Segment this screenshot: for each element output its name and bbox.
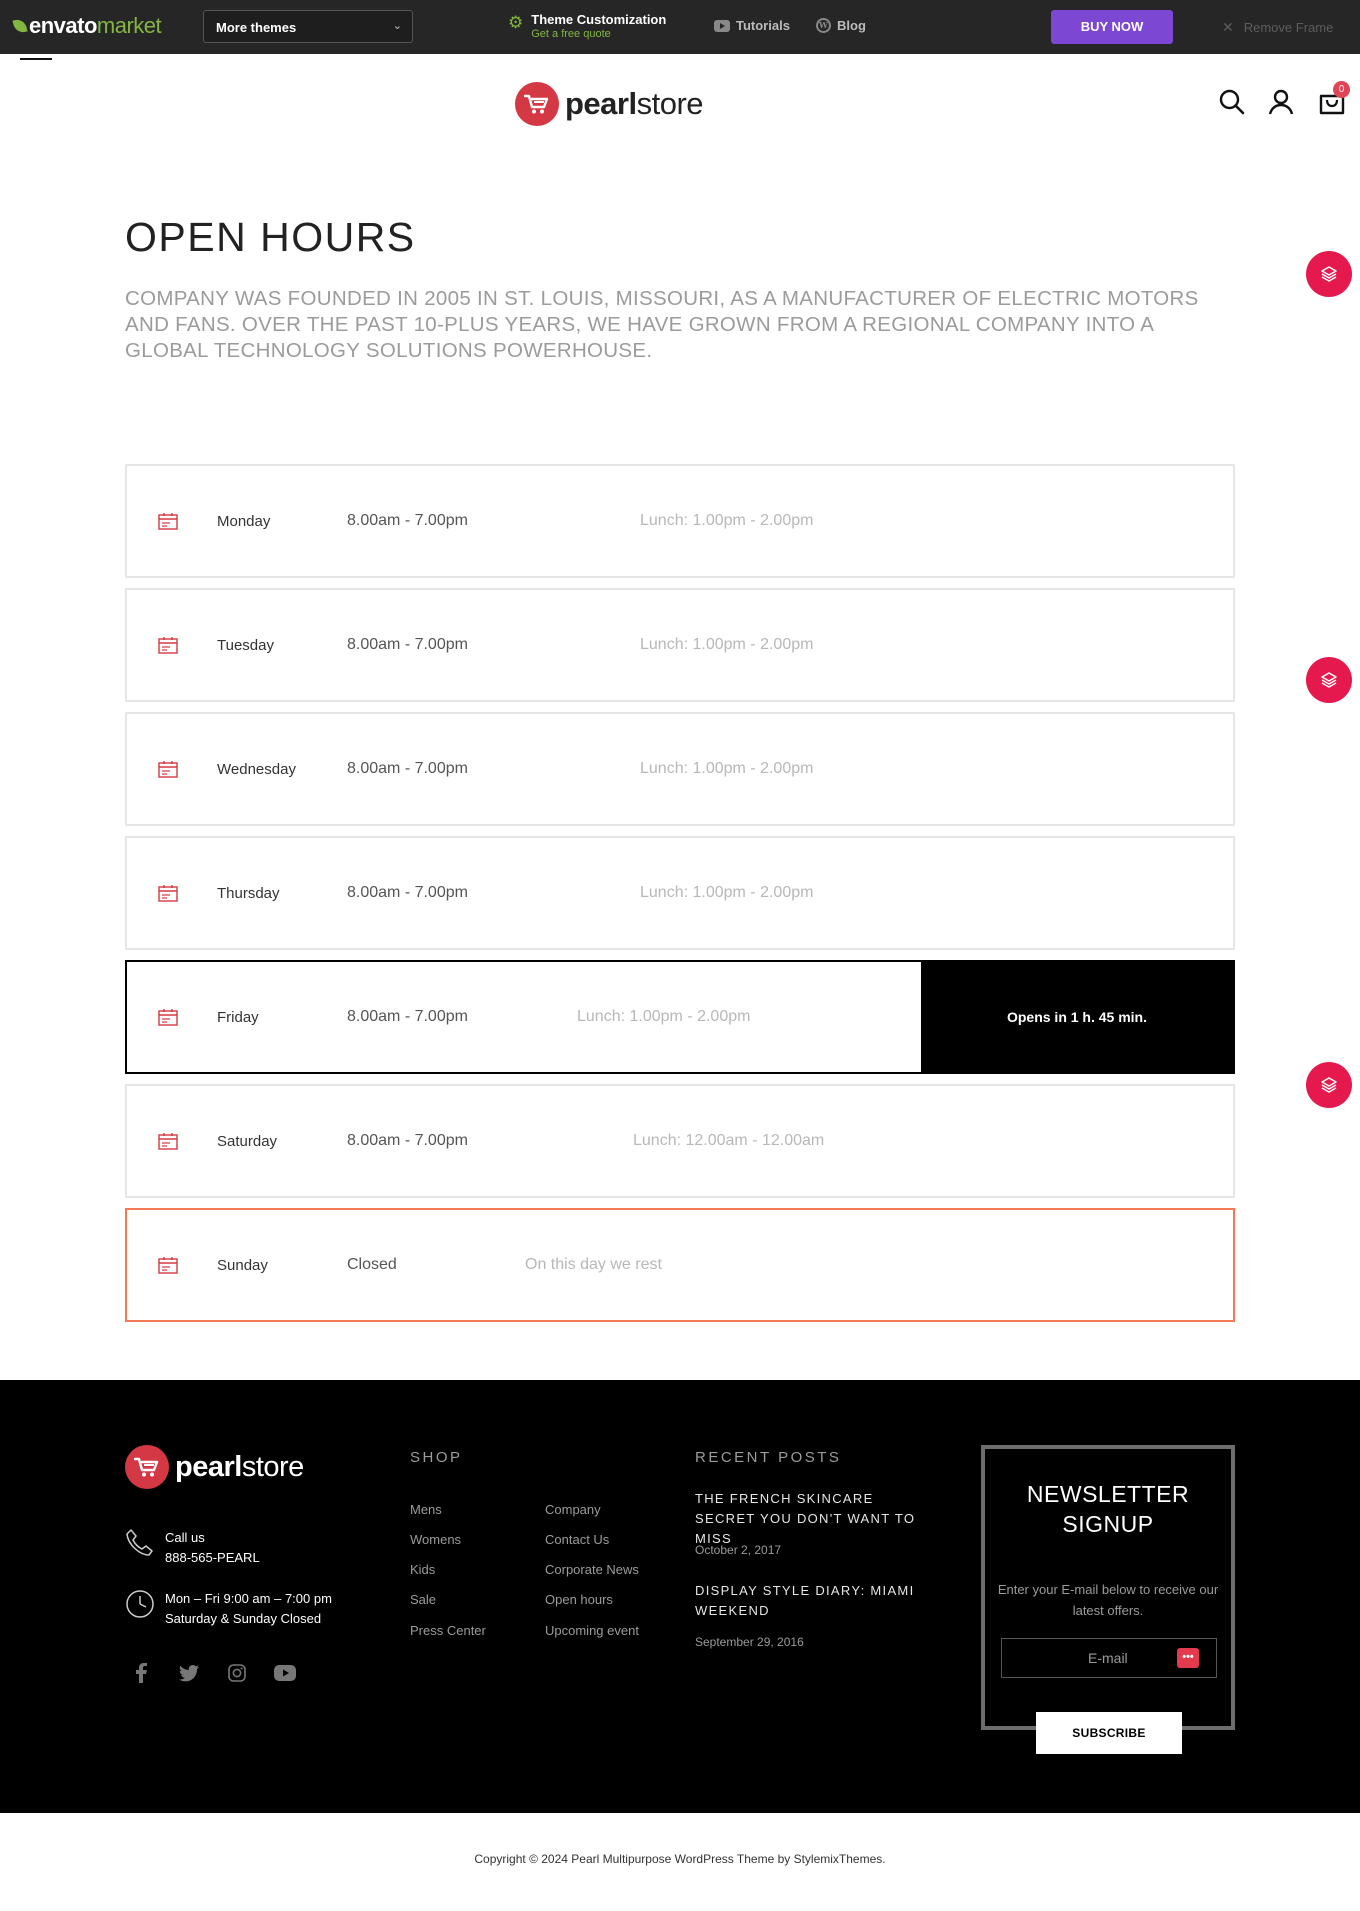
newsletter-signup [981, 1445, 1235, 1740]
menu-toggle-icon[interactable] [20, 58, 52, 60]
cart-logo-icon [515, 82, 559, 126]
customization-subtitle: Get a free quote [531, 28, 611, 40]
calendar-icon [158, 1008, 178, 1031]
hours-row-friday [125, 960, 1235, 1074]
hours-row-monday [125, 464, 1235, 578]
remove-frame-label: Remove Frame [1243, 20, 1334, 35]
subscribe-button[interactable]: SUBSCRIBE [1036, 1712, 1182, 1754]
search-icon[interactable] [1218, 88, 1246, 116]
recent-post-date: October 2, 2017 [695, 1543, 782, 1557]
envato-top-bar [0, 0, 1360, 54]
layers-float-button[interactable] [1306, 251, 1352, 297]
instagram-icon[interactable] [226, 1662, 248, 1684]
site-logo[interactable] [515, 82, 703, 126]
footer-link-open-hours[interactable]: Open hours [545, 1592, 613, 1607]
day-name: Sunday [217, 1257, 268, 1274]
calendar-icon [158, 1256, 178, 1279]
call-label: Call us [165, 1530, 205, 1545]
lunch-time: Lunch: 1.00pm - 2.00pm [640, 512, 814, 529]
recent-post-title[interactable]: THE FRENCH SKINCARE SECRET YOU DON'T WANT TO MISS [695, 1491, 916, 1546]
lunch-time: Lunch: 1.00pm - 2.00pm [640, 884, 814, 901]
envato-logo-text: envato [29, 13, 97, 38]
hours-row-tuesday [125, 588, 1235, 702]
newsletter-email-input[interactable] [1001, 1638, 1217, 1678]
hours-row-sunday [125, 1208, 1235, 1322]
remove-frame-link[interactable] [1222, 19, 1333, 36]
opening-status: Opens in 1 h. 45 min. [921, 962, 1233, 1072]
social-links [130, 1662, 296, 1684]
blog-link[interactable] [816, 18, 866, 33]
lunch-time: Lunch: 1.00pm - 2.00pm [640, 760, 814, 777]
hours-row-thursday [125, 836, 1235, 950]
site-footer [0, 1380, 1360, 1813]
copyright-text: Copyright © 2024 Pearl Multipurpose WordPress Theme by StylemixThemes. [474, 1852, 886, 1866]
cart-count-badge: 0 [1333, 81, 1350, 98]
footer-link-company[interactable]: Company [545, 1502, 601, 1517]
calendar-icon [158, 884, 178, 907]
day-name: Thursday [217, 885, 280, 902]
footer-link-upcoming-event[interactable]: Upcoming event [545, 1623, 639, 1638]
newsletter-title: NEWSLETTER SIGNUP [1026, 1481, 1190, 1537]
shop-heading: SHOP [410, 1449, 463, 1466]
layers-float-button[interactable] [1306, 1062, 1352, 1108]
recent-post-date: September 29, 2016 [695, 1635, 804, 1649]
open-time: 8.00am - 7.00pm [347, 636, 468, 653]
more-themes-dropdown[interactable] [203, 10, 413, 43]
lunch-time: On this day we rest [525, 1256, 662, 1273]
email-placeholder: E-mail [1088, 1650, 1128, 1666]
customization-title: Theme Customization [531, 12, 667, 27]
youtube-icon[interactable] [274, 1662, 296, 1684]
calendar-icon [158, 760, 178, 783]
open-time: 8.00am - 7.00pm [347, 1008, 468, 1025]
more-themes-label: More themes [216, 20, 297, 35]
buy-now-button[interactable]: BUY NOW [1051, 10, 1173, 44]
day-name: Monday [217, 513, 271, 530]
page-title: OPEN HOURS [125, 214, 416, 260]
footer-link-mens[interactable]: Mens [410, 1502, 442, 1517]
calendar-icon [158, 636, 178, 659]
footer-hours [125, 1589, 332, 1629]
calendar-icon [158, 512, 178, 535]
day-name: Saturday [217, 1133, 278, 1150]
newsletter-description: Enter your E-mail below to receive our latest offers. [997, 1582, 1219, 1618]
layers-icon [1320, 265, 1338, 283]
lunch-time: Lunch: 1.00pm - 2.00pm [577, 1008, 751, 1025]
gear-icon: ⚙ [508, 13, 524, 32]
footer-logo[interactable] [125, 1445, 304, 1489]
day-name: Wednesday [217, 761, 296, 778]
recent-post-title[interactable]: DISPLAY STYLE DIARY: MIAMI WEEKEND [695, 1583, 915, 1618]
password-manager-icon[interactable]: ••• [1177, 1648, 1199, 1668]
hours-row-wednesday [125, 712, 1235, 826]
recent-posts-heading: RECENT POSTS [695, 1449, 842, 1466]
blog-label: Blog [837, 18, 866, 33]
day-name: Tuesday [217, 637, 274, 654]
footer-link-womens[interactable]: Womens [410, 1532, 462, 1547]
facebook-icon[interactable] [130, 1662, 152, 1684]
layers-float-button[interactable] [1306, 657, 1352, 703]
footer-phone [125, 1528, 260, 1568]
site-logo-text: pearlstore [565, 86, 704, 121]
open-time: 8.00am - 7.00pm [347, 760, 468, 777]
footer-logo-text: pearlstore [175, 1450, 304, 1483]
layers-icon [1320, 671, 1338, 689]
day-name: Friday [217, 1009, 259, 1026]
open-time: 8.00am - 7.00pm [347, 1132, 468, 1149]
cart-logo-icon [125, 1445, 169, 1489]
theme-customization-link[interactable] [508, 12, 666, 40]
tutorials-label: Tutorials [736, 18, 790, 33]
chevron-down-icon: ⌄ [392, 20, 402, 32]
footer-link-corporate-news[interactable]: Corporate News [545, 1562, 639, 1577]
calendar-icon [158, 1132, 178, 1155]
open-time: 8.00am - 7.00pm [347, 512, 468, 529]
hours-weekday: Mon – Fri 9:00 am – 7:00 pm [165, 1591, 332, 1606]
wordpress-icon: W [816, 18, 831, 33]
twitter-icon[interactable] [178, 1662, 200, 1684]
page-intro: COMPANY WAS FOUNDED IN 2005 IN ST. LOUIS, MISSOURI, AS A MANUFACTURER OF ELECTRIC MOTORS AND FANS. OVER THE PAST 10-PLUS YEARS, WE HAVE GROWN FROM A REGIONAL COMPANY INTO A GLOBAL TECHNOLOGY SOLUTIONS POWERHOUSE. [125, 287, 1199, 362]
lunch-time: Lunch: 12.00am - 12.00am [633, 1132, 825, 1149]
open-time: Closed [347, 1256, 397, 1273]
phone-icon [125, 1528, 155, 1564]
phone-number[interactable]: 888-565-PEARL [165, 1550, 260, 1565]
tutorials-link[interactable] [714, 18, 790, 33]
footer-link-kids[interactable]: Kids [410, 1562, 436, 1577]
footer-link-sale[interactable]: Sale [410, 1592, 437, 1607]
open-time: 8.00am - 7.00pm [347, 884, 468, 901]
hours-row-saturday [125, 1084, 1235, 1198]
close-icon: ✕ [1222, 19, 1234, 35]
envato-leaf-icon [12, 18, 27, 35]
envato-logo-market: market [96, 13, 162, 38]
user-account-icon[interactable] [1267, 88, 1295, 116]
footer-link-contact-us[interactable]: Contact Us [545, 1532, 610, 1547]
footer-link-press-center[interactable]: Press Center [410, 1623, 486, 1638]
clock-icon [125, 1589, 155, 1625]
lunch-time: Lunch: 1.00pm - 2.00pm [640, 636, 814, 653]
hours-weekend: Saturday & Sunday Closed [165, 1611, 322, 1626]
envato-market-logo[interactable] [14, 13, 161, 39]
layers-icon [1320, 1076, 1338, 1094]
youtube-icon [714, 20, 730, 32]
